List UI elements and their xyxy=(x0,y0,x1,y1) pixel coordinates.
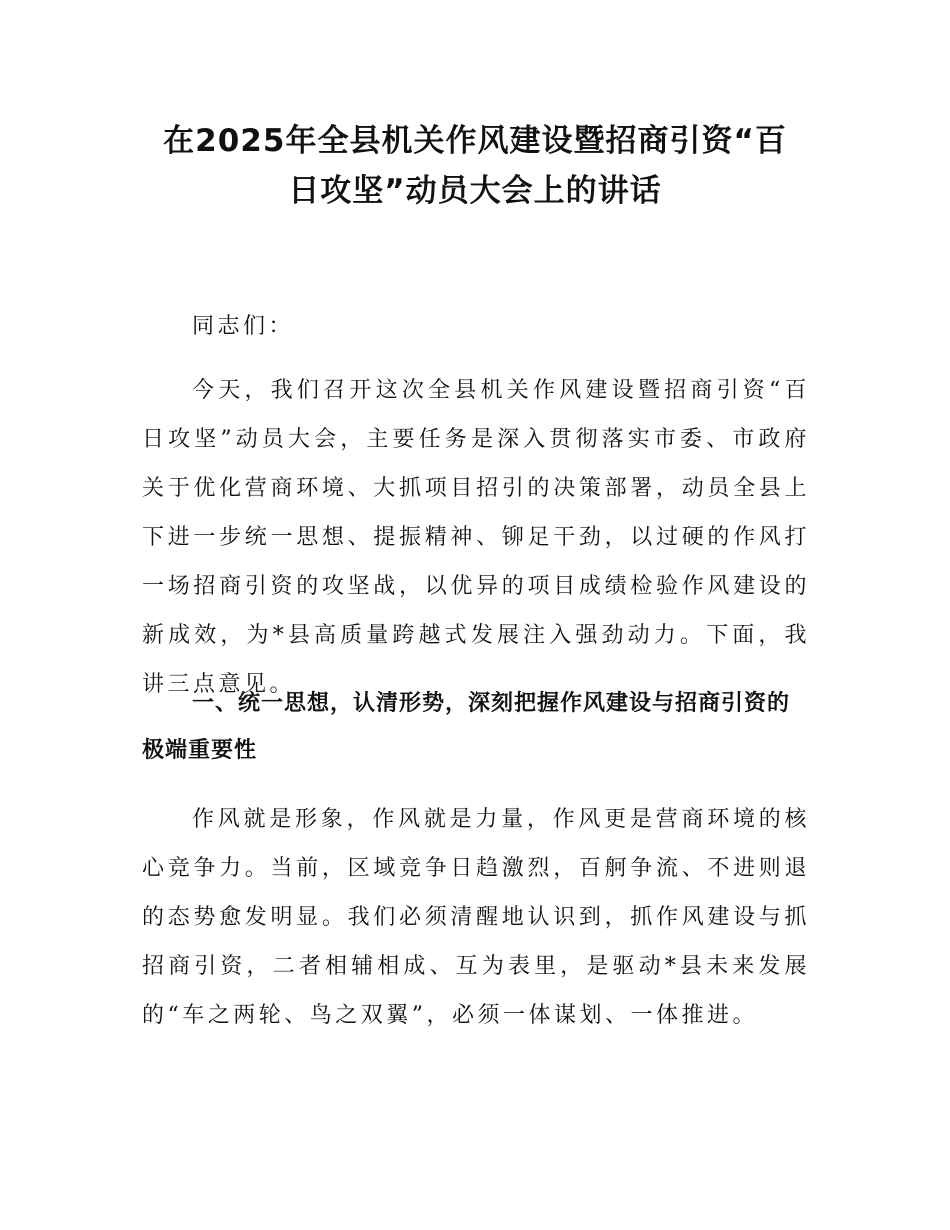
salutation: 同志们： xyxy=(192,314,295,339)
paragraph-section-1: 作风就是形象，作风就是力量，作风更是营商环境的核心竞争力。当前，区域竞争日趋激烈，百舸争流、不进则退的态势愈发明显。我们必须清醒地认识到，抓作风建设与抓招商引资，二者相辅相成、互为表里，是驱动*县未来发展的“车之两轮、鸟之双翼”，必须一体谋划、一体推进。 xyxy=(142,807,810,1028)
section-heading-1: 一、统一思想，认清形势，深刻把握作风建设与招商引资的极端重要性 xyxy=(142,691,791,763)
paragraph-intro: 今天，我们召开这次全县机关作风建设暨招商引资“百日攻坚”动员大会，主要任务是深入贯彻落实市委、市政府关于优化营商环境、大抓项目招引的决策部署，动员全县上下进一步统一思想、提振精神、铆足干劲，以过硬的作风打一场招商引资的攻坚战，以优异的项目成绩检验作风建设的新成效，为*县高质量跨越式发展注入强劲动力。下面，我讲三点意见。 xyxy=(142,378,810,697)
document-title xyxy=(130,116,820,216)
document-title-line-2: 日攻坚”动员大会上的讲话 xyxy=(288,173,662,209)
document-title-line-1: 在2025年全县机关作风建设暨招商引资“百 xyxy=(163,123,787,159)
